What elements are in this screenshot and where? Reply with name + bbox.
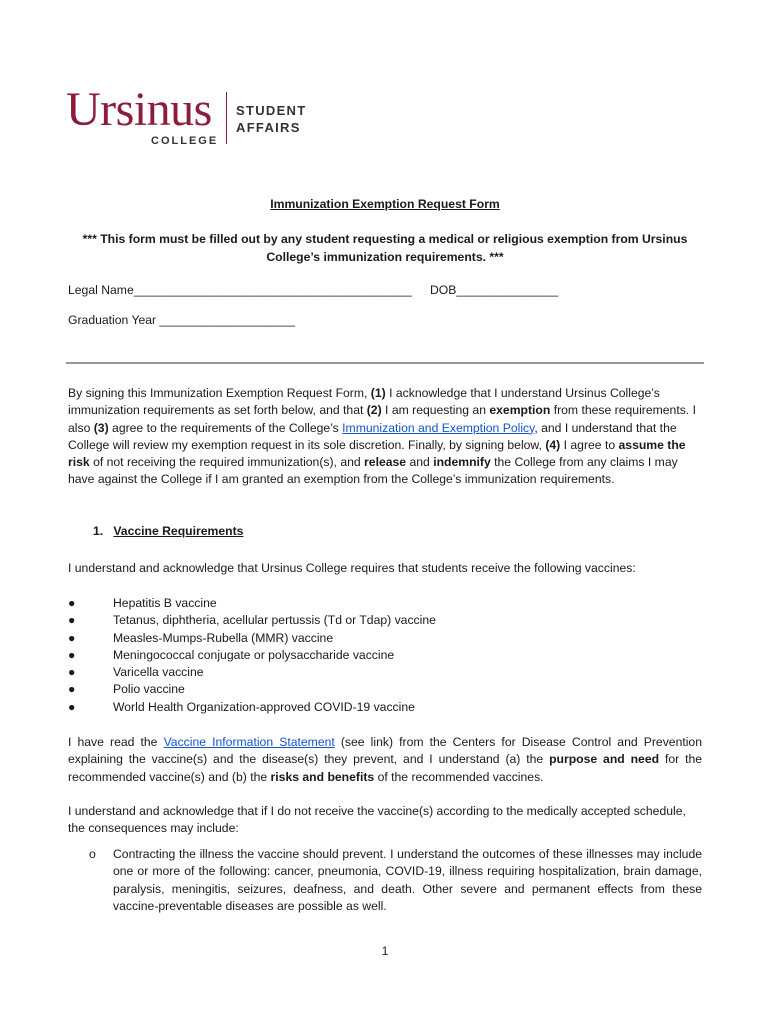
graduation-year-field[interactable]	[68, 313, 295, 327]
vis-bold: risks and benefits	[270, 769, 375, 784]
notice-line-2: College’s immunization requirements. ***	[266, 250, 504, 264]
list-item	[68, 647, 702, 664]
grad-blank[interactable]: ____________________	[159, 313, 296, 327]
vaccine-name: Tetanus, diphtheria, acellular pertussis (Td or Tdap) vaccine	[113, 613, 436, 628]
vaccine-name: Meningococcal conjugate or polysaccharide vaccine	[113, 647, 395, 662]
list-item	[68, 612, 702, 629]
list-item	[68, 630, 702, 647]
intro-text: By signing this Immunization Exemption Request Form,	[68, 386, 371, 400]
list-item	[68, 681, 702, 698]
legal-name-blank[interactable]: _________________________________________	[133, 283, 412, 297]
vis-text: (see link) from the Centers for Disease Control and Prevention explaining the vaccine(s) and the disease(s) they prevent, and I understand (a) the	[68, 735, 702, 767]
circle-bullet-icon: o	[89, 847, 96, 861]
section-1-heading	[93, 524, 243, 538]
consequence-item	[89, 846, 702, 915]
consequence-text: Contracting the illness the vaccine should prevent. I understand the outcomes of these illnesses may include one or more of the following: cancer, pneumonia, COVID-19, illness requiring hospitalization, brain damage, paralysis, meningitis, seizures, deafness, and death. Other severe and permanent effects from these vaccine-preventable diseases are possible as well.	[113, 847, 702, 913]
vaccine-name: Hepatitis B vaccine	[113, 596, 217, 610]
dept-line-2: AFFAIRS	[236, 120, 301, 135]
immunization-policy-link[interactable]: Immunization and Exemption Policy	[342, 420, 535, 435]
intro-bold: (2)	[366, 403, 382, 418]
vaccine-list	[68, 595, 702, 716]
bullet-icon: ●	[68, 699, 76, 714]
intro-text: I agree to	[560, 437, 619, 452]
bullet-icon: ●	[68, 613, 76, 628]
notice-line-1: *** This form must be filled out by any student requesting a medical or religious exemption from Ursinus	[82, 232, 688, 246]
form-notice	[68, 230, 702, 266]
page-number: 1	[381, 944, 389, 958]
intro-text: , and I understand that the College will review my exemption request in its sole discretion. Finally, by signing below,	[68, 420, 677, 452]
bullet-icon: ●	[68, 630, 76, 645]
dob-field[interactable]	[430, 283, 558, 297]
list-item	[68, 699, 702, 716]
vis-paragraph	[68, 734, 702, 786]
section-title: Vaccine Requirements	[113, 524, 244, 538]
intro-text: from these requirements. I also	[68, 403, 696, 435]
vaccine-name: World Health Organization-approved COVID-19 vaccine	[113, 699, 415, 714]
consequence-lead: I understand and acknowledge that if I do not receive the vaccine(s) according to the medically accepted schedule, the consequences may include:	[68, 804, 686, 836]
vaccine-information-statement-link[interactable]: Vaccine Information Statement	[163, 735, 335, 749]
intro-text: and	[406, 455, 434, 470]
bullet-icon: ●	[68, 596, 76, 610]
bullet-icon: ●	[68, 647, 76, 662]
intro-bold: exemption	[489, 403, 551, 418]
legal-name-field[interactable]	[68, 283, 412, 297]
intro-text: I am requesting an	[381, 403, 490, 418]
vaccine-name: Measles-Mumps-Rubella (MMR) vaccine	[113, 630, 334, 645]
grad-label: Graduation Year	[68, 313, 157, 327]
intro-bold: indemnify	[433, 455, 491, 470]
intro-bold: release	[364, 455, 407, 470]
vis-text: of the recommended vaccines.	[374, 769, 544, 784]
vaccine-lead: I understand and acknowledge that Ursinus College requires that students receive the following vaccines:	[68, 561, 636, 575]
form-title: Immunization Exemption Request Form	[270, 197, 500, 211]
dob-blank[interactable]: _______________	[456, 283, 559, 297]
dob-label: DOB	[430, 283, 457, 297]
legal-name-label: Legal Name	[68, 283, 134, 297]
intro-text: of not receiving the required immunization(s), and	[89, 455, 365, 470]
intro-bold: (4)	[545, 437, 561, 452]
ursinus-logo-wordmark: Ursinus	[66, 83, 212, 136]
vis-text: for the recommended vaccine(s) and (b) the	[68, 752, 703, 784]
intro-text: I acknowledge that I understand Ursinus College’s immunization requirements as set forth below, and that	[68, 386, 660, 418]
intro-text: agree to the requirements of the College’s	[108, 420, 343, 435]
bullet-icon: ●	[68, 665, 76, 680]
logo-divider	[226, 92, 227, 144]
vaccine-name: Polio vaccine	[113, 682, 185, 697]
intro-bold: (3)	[93, 420, 109, 435]
intro-text: the College from any claims I may have against the College if I am granted an exemption from the College’s immunization requirements.	[68, 455, 678, 487]
list-item	[68, 664, 702, 681]
dept-line-1: STUDENT	[236, 103, 307, 118]
vaccine-name: Varicella vaccine	[113, 665, 204, 680]
section-number: 1.	[93, 524, 104, 538]
vis-bold: purpose and need	[549, 752, 660, 767]
bullet-icon: ●	[68, 682, 76, 697]
intro-bold: assume the risk	[68, 437, 686, 470]
intro-paragraph	[68, 385, 702, 489]
horizontal-divider	[66, 362, 704, 364]
list-item	[68, 595, 702, 612]
vis-text: I have read the	[68, 735, 164, 749]
logo-college-text: COLLEGE	[151, 135, 219, 147]
logo-department	[236, 102, 307, 136]
intro-bold: (1)	[370, 386, 386, 400]
